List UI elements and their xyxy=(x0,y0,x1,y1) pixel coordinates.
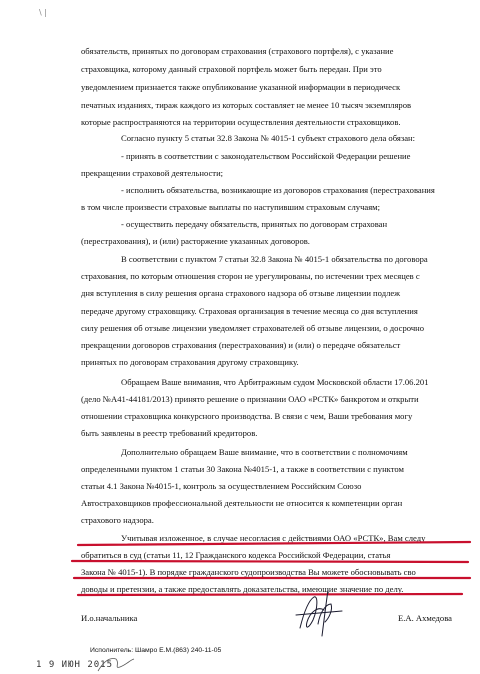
red-underline xyxy=(78,542,470,545)
text-line: Дополнительно обращаем Ваше внимание, что в соответствии с полномочиям xyxy=(121,447,408,457)
text-line: отношении страховщика конкурсного производства. В связи с чем, Ваши требования могу xyxy=(81,411,413,421)
text-line: прекращении договоров страхования (перестрахования) и (или) о передаче обязательст xyxy=(81,340,401,350)
text-line: страхования, по которым отношения сторон не урегулированы, по истечении трех месяцев с xyxy=(81,271,420,281)
text-line: статьи 4.1 Закона №4015-1, контроль за осуществлением Российским Союзо xyxy=(81,481,362,491)
top-mark: \ | xyxy=(39,8,47,17)
text-line: (дело №А41-44181/2013) принято решение о признании ОАО «РСТК» банкротом и открыти xyxy=(81,394,419,404)
date-stamp: 1 9 ИЮН 2015 xyxy=(36,660,114,670)
text-line: страховщика, которому данный страховой портфель может быть передан. При это xyxy=(81,64,382,74)
text-line: прекращении страховой деятельности; xyxy=(81,168,224,178)
text-line: доводы и претензии, а также предоставлять доказательства, имеющие значение по делу. xyxy=(81,584,404,594)
text-line: Закона № 4015-1). В порядке гражданского судопроизводства Вы можете обосновывать сво xyxy=(81,567,416,577)
executor-info: Исполнитель: Шамро Е.М.(863) 240-11-05 xyxy=(90,647,222,654)
text-line: дня вступления в силу решения органа страхового надзора об отзыве лицензии подлеж xyxy=(81,288,401,298)
text-line: - исполнить обязательства, возникающие из договоров страхования (перестрахования xyxy=(121,185,435,195)
text-line: Учитывая изложенное, в случае несогласия с действиями ОАО «РСТК», Вам следу xyxy=(121,533,426,543)
text-line: обязательств, принятых по договорам страхования (страхового портфеля), с указание xyxy=(81,46,394,56)
handwritten-signature xyxy=(296,590,342,636)
text-line: определенными пунктом 1 статьи 30 Закона №4015-1, а также в соответствии с пунктом xyxy=(81,464,404,474)
text-line: Согласно пункту 5 статьи 32.8 Закона № 4015-1 субъект страхового дела обязан: xyxy=(121,133,416,143)
text-line: страхового надзора. xyxy=(81,515,154,525)
text-line: уведомлением признается также опубликование указанной информации в периодическ xyxy=(81,82,401,92)
red-underline xyxy=(78,594,462,595)
text-line: печатных изданиях, тираж каждого из которых составляет не менее 10 тысяч экземпляров xyxy=(81,100,412,110)
signature-name: Е.А. Ахмедова xyxy=(398,613,452,623)
text-line: Автостраховщиков профессиональной деятельности не относится к компетенции орган xyxy=(81,498,403,508)
handwritten-scribble xyxy=(98,659,134,672)
text-line: (перестрахования), и (или) расторжение указанных договоров. xyxy=(81,236,310,246)
text-line: в том числе произвести страховые выплаты по наступившим страховым случаям; xyxy=(81,202,380,212)
text-line: - принять в соответствии с законодательством Российской Федерации решение xyxy=(121,151,411,161)
text-line: быть заявлены в реестр требований кредиторов. xyxy=(81,428,258,438)
text-line: В соответствии с пунктом 7 статьи 32.8 Закона № 4015-1 обязательства по договора xyxy=(121,254,428,264)
text-line: силу решения об отзыве лицензии уведомляет страхователей об отзыве лицензии, о досрочно xyxy=(81,323,425,333)
text-line: принятых по договорам страхования другому страховщику. xyxy=(81,357,299,367)
red-underline xyxy=(72,561,468,562)
text-line: которые распространяются на территории осуществления деятельности страховщиков. xyxy=(81,117,401,127)
text-line: передаче другому страховщику. Страховая организация в течение месяца со дня вступления xyxy=(81,306,418,316)
signature-position: И.о.начальника xyxy=(81,613,138,623)
text-line: обратиться в суд (статьи 11, 12 Гражданского кодекса Российской Федерации, статья xyxy=(81,550,391,560)
text-line: - осуществить передачу обязательств, принятых по договорам страхован xyxy=(121,219,388,229)
text-line: Обращаем Ваше внимания, что Арбитражным судом Московской области 17.06.201 xyxy=(121,377,429,387)
